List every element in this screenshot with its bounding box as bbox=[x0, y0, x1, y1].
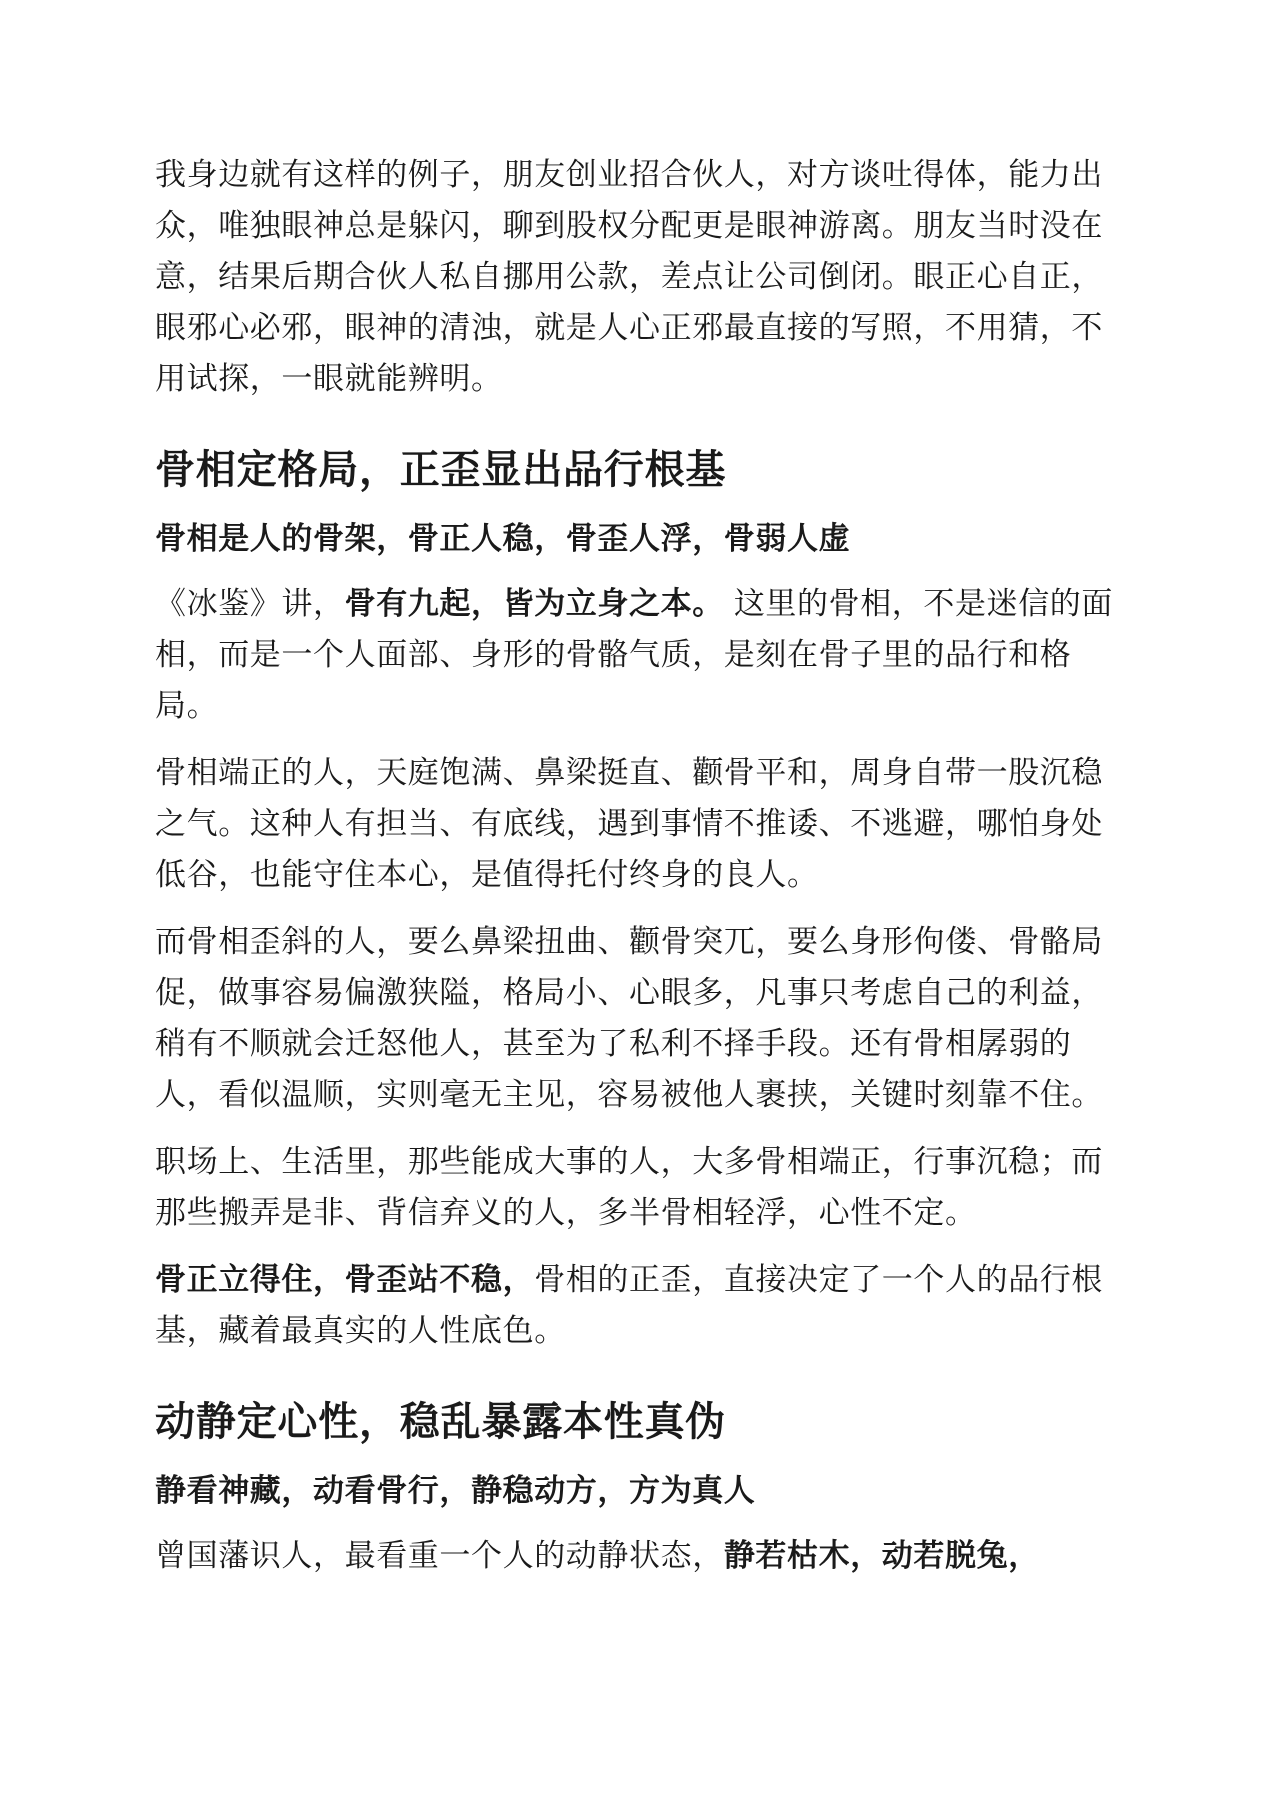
quote-intro: 《冰鉴》讲， bbox=[155, 586, 345, 622]
section-subtitle-bone: 骨相是人的骨架，骨正人稳，骨歪人浮，骨弱人虚 bbox=[155, 521, 851, 557]
paragraph-text: 这里的骨相，不是迷信的面相，而是一个人面部、身形的骨骼气质，是刻在骨子里的品行和格局。 bbox=[155, 586, 1114, 724]
bone-paragraph-5 bbox=[155, 1255, 1120, 1357]
bone-paragraph-4: 职场上、生活里，那些能成大事的人，大多骨相端正，行事沉稳；而那些搬弄是非、背信弃义的人，多半骨相轻浮，心性不定。 bbox=[155, 1144, 1103, 1231]
document-page bbox=[155, 150, 1120, 1598]
bold-quote: 骨有九起，皆为立身之本。 bbox=[344, 586, 724, 622]
bold-quote: 静若枯木，动若脱兔， bbox=[723, 1538, 1040, 1574]
motion-paragraph-1 bbox=[155, 1531, 1120, 1582]
bone-paragraph-1 bbox=[155, 579, 1120, 732]
bold-lead: 骨正立得住，骨歪站不稳， bbox=[155, 1262, 535, 1298]
bone-paragraph-2: 骨相端正的人，天庭饱满、鼻梁挺直、颧骨平和，周身自带一股沉稳之气。这种人有担当、有底线，遇到事情不推诿、不逃避，哪怕身处低谷，也能守住本心，是值得托付终身的良人。 bbox=[155, 755, 1103, 893]
section-title-motion: 动静定心性，稳乱暴露本性真伪 bbox=[155, 1399, 727, 1445]
bone-paragraph-3: 而骨相歪斜的人，要么鼻梁扭曲、颧骨突兀，要么身形佝偻、骨骼局促，做事容易偏激狭隘，格局小、心眼多，凡事只考虑自己的利益，稍有不顺就会迁怒他人，甚至为了私利不择手段。还有骨相孱弱的人，看似温顺，实则毫无主见，容易被他人裹挟，关键时刻靠不住。 bbox=[155, 924, 1103, 1113]
section-subtitle-motion: 静看神藏，动看骨行，静稳动方，方为真人 bbox=[155, 1473, 756, 1509]
paragraph-text: 骨相的正歪，直接决定了一个人的品行根基，藏着最真实的人性底色。 bbox=[155, 1262, 1104, 1349]
intro-paragraph: 我身边就有这样的例子，朋友创业招合伙人，对方谈吐得体，能力出众，唯独眼神总是躲闪，聊到股权分配更是眼神游离。朋友当时没在意，结果后期合伙人私自挪用公款，差点让公司倒闭。眼正心自正，眼邪心必邪，眼神的清浊，就是人心正邪最直接的写照，不用猜，不用试探，一眼就能辨明。 bbox=[155, 157, 1103, 397]
paragraph-text: 曾国藩识人，最看重一个人的动静状态， bbox=[155, 1538, 724, 1574]
section-title-bone: 骨相定格局，正歪显出品行根基 bbox=[155, 447, 727, 493]
